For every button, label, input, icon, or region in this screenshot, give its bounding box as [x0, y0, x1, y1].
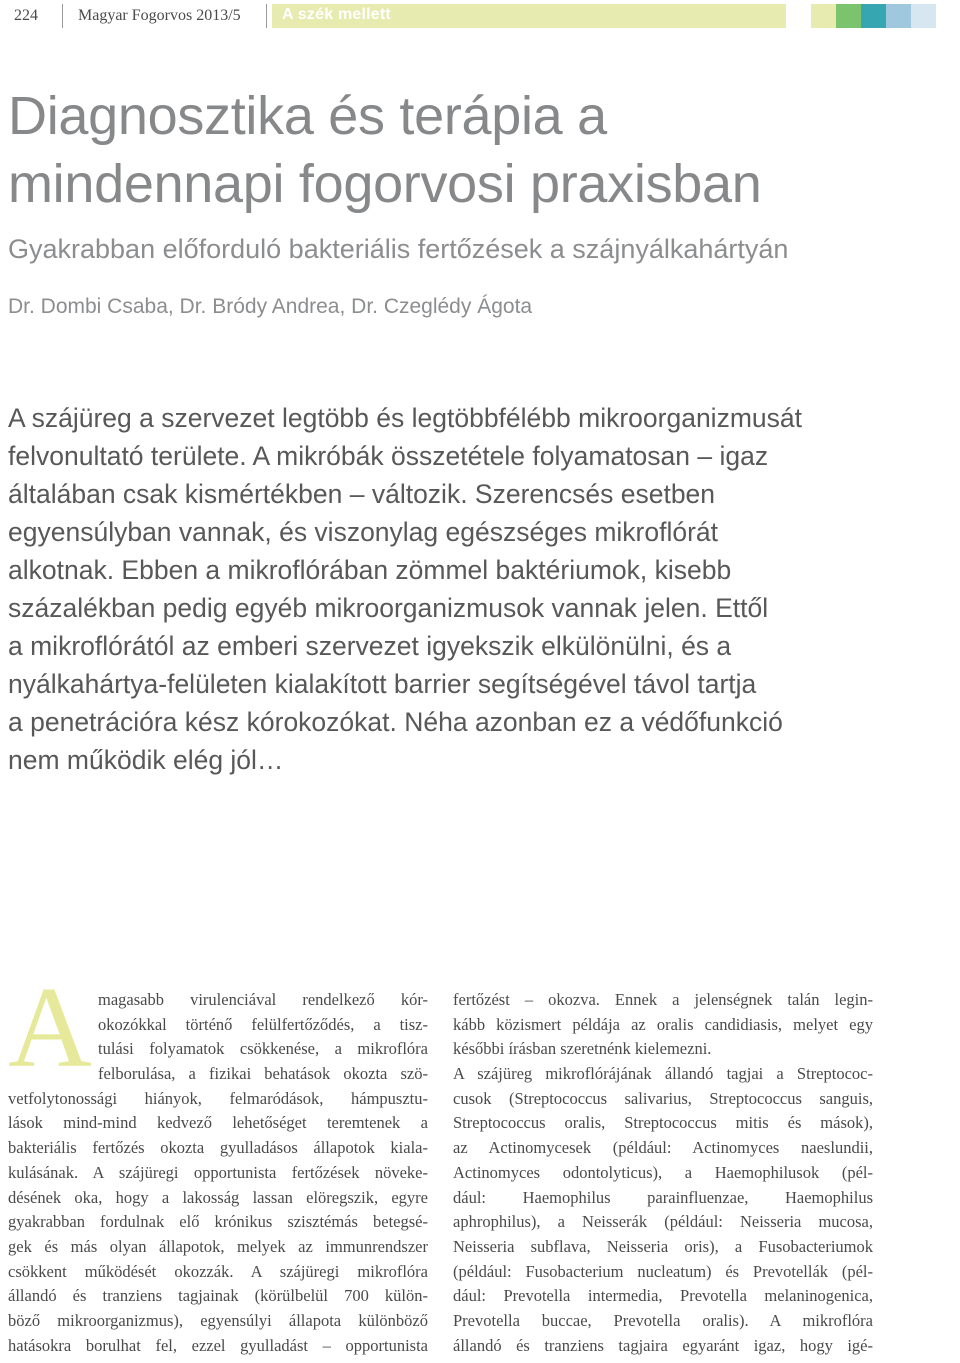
article-title — [8, 82, 948, 218]
body-line: Neisseria subflava, Neisseria oris), a Fusobacteriumok — [453, 1236, 873, 1256]
body-line: A szájüreg mikroflórájának állandó tagjai a Streptococ- — [453, 1064, 873, 1084]
body-line: gyakrabban fordulnak elő krónikus szisztémás betegsé- — [8, 1212, 428, 1232]
lead-line: a penetrációra kész kórokozókat. Néha azonban ez a védőfunkció — [8, 707, 783, 737]
color-swatches — [811, 4, 936, 28]
body-line: felborulása, a fizikai behatások okozta szö- — [98, 1064, 428, 1084]
body-column-left — [8, 988, 428, 1358]
lead-line: százalékban pedig egyéb mikroorganizmusok vannak jelen. Ettől — [8, 593, 769, 623]
body-line: későbbi írásban szeretnénk kielemezni. — [453, 1039, 712, 1059]
lead-line: alkotnak. Ebben a mikroflórában zömmel baktériumok, kisebb — [8, 555, 732, 585]
color-swatch — [861, 4, 886, 28]
body-line: hatásokra borulhat fel, ezzel gyulladást – opportunista — [8, 1335, 428, 1355]
lead-line: felvonultató területe. A mikróbák összetétele folyamatosan – igaz — [8, 441, 769, 471]
journal-name: Magyar Fogorvos 2013/5 — [78, 7, 241, 24]
lead-line: egyensúlyban vannak, és viszonylag egészséges mikroflórát — [8, 517, 719, 547]
title-line: mindennapi fogorvosi praxisban — [8, 154, 762, 214]
article-authors: Dr. Dombi Csaba, Dr. Bródy Andrea, Dr. Czeglédy Ágota — [8, 295, 533, 318]
body-line: dául: Prevotella intermedia, Prevotella melaninogenica, — [453, 1286, 873, 1306]
body-line: lások mind-mind kedvező lehetőséget teremtenek a — [8, 1113, 428, 1133]
body-line: Streptococcus oralis, Streptococcus mitis és mások), — [453, 1113, 873, 1133]
page-header — [0, 4, 960, 28]
lead-line: A szájüreg a szervezet legtöbb és legtöbbfélébb mikroorganizmusát — [8, 403, 802, 433]
title-line: Diagnosztika és terápia a — [8, 86, 607, 146]
color-swatch — [886, 4, 911, 28]
body-line: (például: Fusobacterium nucleatum) és Prevotellák (pél- — [453, 1261, 873, 1281]
page-number: 224 — [14, 7, 38, 24]
color-swatch — [911, 4, 936, 28]
header-divider — [266, 4, 267, 28]
body-line: Prevotella buccae, Prevotella oralis). A mikroflóra — [453, 1310, 873, 1330]
body-line: kulásának. A szájüregi opportunista fertőzések növeke- — [8, 1162, 428, 1182]
lead-line: nem működik elég jól… — [8, 745, 284, 775]
body-line: cusok (Streptococcus salivarius, Streptococcus sanguis, — [453, 1088, 873, 1108]
body-line: Actinomyces odontolyticus), a Haemophilusok (pél- — [453, 1162, 873, 1182]
body-line: désének oka, hogy a lakosság lassan elöregszik, egyre — [8, 1187, 428, 1207]
body-line: böző mikroorganizmus), egyensúlyi állapota különböző — [8, 1310, 428, 1330]
body-line: aphrophilus), a Neisserák (például: Neisseria mucosa, — [453, 1212, 873, 1232]
section-banner — [272, 4, 786, 28]
lead-line: általában csak kismértékben – változik. Szerencsés esetben — [8, 479, 716, 509]
body-column-right — [453, 988, 873, 1358]
body-line: tulási folyamatok csökkenése, a mikroflóra — [98, 1039, 428, 1059]
article-subtitle: Gyakrabban előforduló bakteriális fertőzések a szájnyálkahártyán — [8, 234, 789, 264]
body-line: gek és más olyan állapotok, melyek az immunrendszer — [8, 1236, 428, 1256]
body-line: bakteriális fertőzés okozta gyulladásos állapotok kiala- — [8, 1138, 428, 1158]
lead-line: nyálkahártya-felületen kialakított barrier segítségével távol tartja — [8, 669, 757, 699]
body-line: magasabb virulenciával rendelkező kór- — [98, 990, 428, 1009]
body-line: csökkent működését okozzák. A szájüregi mikroflóra — [8, 1261, 428, 1281]
drop-cap: A — [8, 964, 92, 1092]
body-line: kább közismert példája az oralis candidiasis, melyet egy — [453, 1014, 873, 1034]
body-line: állandó és tranziens tagjainak (körülbelül 700 külön- — [8, 1286, 428, 1306]
body-line: dául: Haemophilus parainfluenzae, Haemophilus — [453, 1187, 873, 1207]
body-line: okozókkal történő felülfertőződés, a tisz- — [98, 1014, 428, 1034]
color-swatch — [811, 4, 836, 28]
section-label: A szék mellett — [282, 6, 391, 23]
body-line: állandó és tranziens tagjaira egyaránt igaz, hogy igé- — [453, 1335, 873, 1355]
body-line: az Actinomycesek (például: Actinomyces naeslundii, — [453, 1138, 873, 1158]
body-line: fertőzést – okozva. Ennek a jelenségnek talán legin- — [453, 990, 873, 1009]
body-line: vetfolytonossági hiányok, felmaródások, hámpusztu- — [8, 1088, 428, 1108]
lead-line: a mikroflórától az emberi szervezet igyekszik elkülönülni, és a — [8, 631, 732, 661]
header-divider — [62, 4, 63, 28]
color-swatch — [836, 4, 861, 28]
lead-paragraph — [8, 399, 948, 779]
